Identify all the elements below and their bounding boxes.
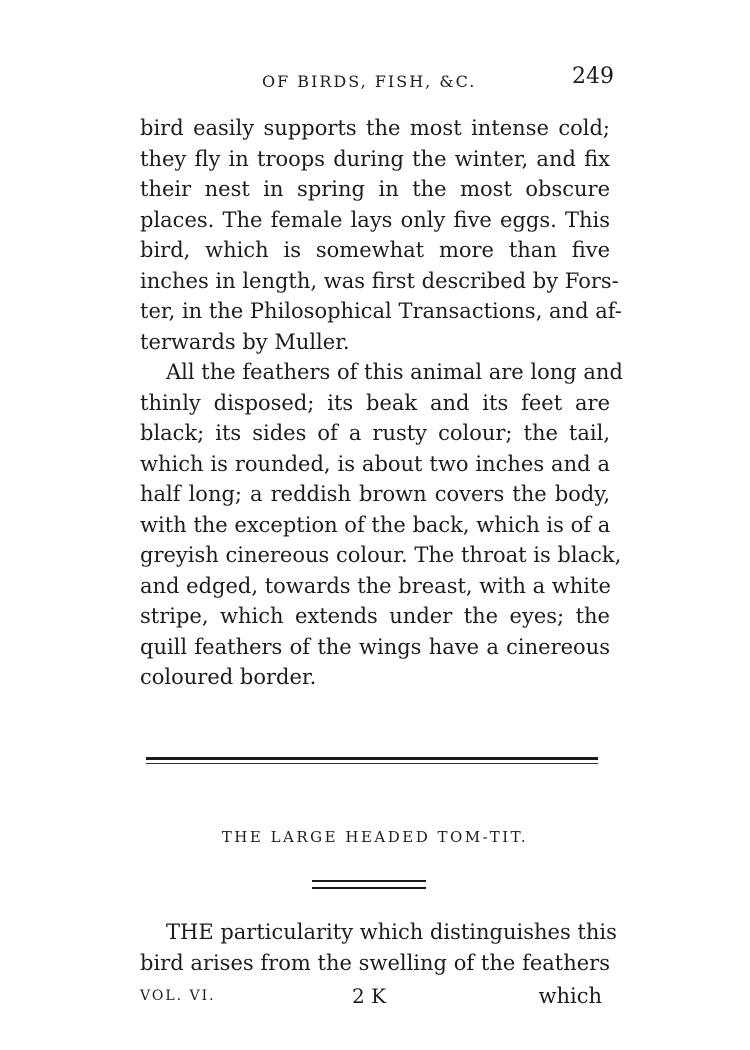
- text-line: quill feathers of the wings have a cinereous: [140, 634, 610, 659]
- text-line: their nest in spring in the most obscure: [140, 177, 610, 201]
- title-underline: [312, 880, 426, 889]
- text-line: bird, which is somewhat more than five: [140, 238, 610, 262]
- text-line: they fly in troops during the winter, and fix: [140, 146, 610, 171]
- text-line: thinly disposed; its beak and its feet are: [140, 390, 610, 415]
- paragraph-3: [140, 917, 617, 978]
- text-line: terwards by Muller.: [140, 329, 350, 354]
- text-line: bird arises from the swelling of the feathers: [140, 950, 610, 975]
- catchword: which: [538, 984, 602, 1008]
- text-line: bird easily supports the most intense cold;: [140, 116, 610, 140]
- running-head: OF BIRDS, FISH, &C.: [262, 72, 477, 91]
- text-line: which is rounded, is about two inches and a: [140, 451, 610, 476]
- section-divider: [146, 757, 598, 764]
- divider-thin-line: [146, 763, 598, 764]
- text-line: THE particularity which distinguishes this: [166, 920, 617, 944]
- signature-mark: 2 K: [352, 984, 387, 1008]
- text-line: ter, in the Philosophical Transactions, and af-: [140, 299, 622, 323]
- paragraph-2: [140, 357, 623, 693]
- text-line: stripe, which extends under the eyes; the: [140, 604, 610, 628]
- text-line: and edged, towards the breast, with a white: [140, 573, 611, 598]
- text-line: with the exception of the back, which is of a: [140, 512, 611, 537]
- text-line: All the feathers of this animal are long and: [166, 360, 623, 384]
- underline-upper: [312, 880, 426, 882]
- text-line: black; its sides of a rusty colour; the tail,: [140, 421, 610, 445]
- text-line: half long; a reddish brown covers the body,: [140, 482, 610, 506]
- divider-thick-line: [146, 757, 598, 760]
- paragraph-1: [140, 113, 622, 357]
- page-number: 249: [572, 64, 614, 89]
- section-title: THE LARGE HEADED TOM-TIT.: [221, 828, 529, 846]
- text-line: inches in length, was first described by Fors-: [140, 268, 619, 293]
- signature-volume: VOL. VI.: [140, 988, 216, 1004]
- page-footer: [140, 984, 602, 1010]
- text-line: coloured border.: [140, 665, 317, 689]
- underline-lower: [312, 887, 426, 889]
- text-line: places. The female lays only five eggs. This: [140, 207, 610, 232]
- text-line: greyish cinereous colour. The throat is black,: [140, 543, 622, 567]
